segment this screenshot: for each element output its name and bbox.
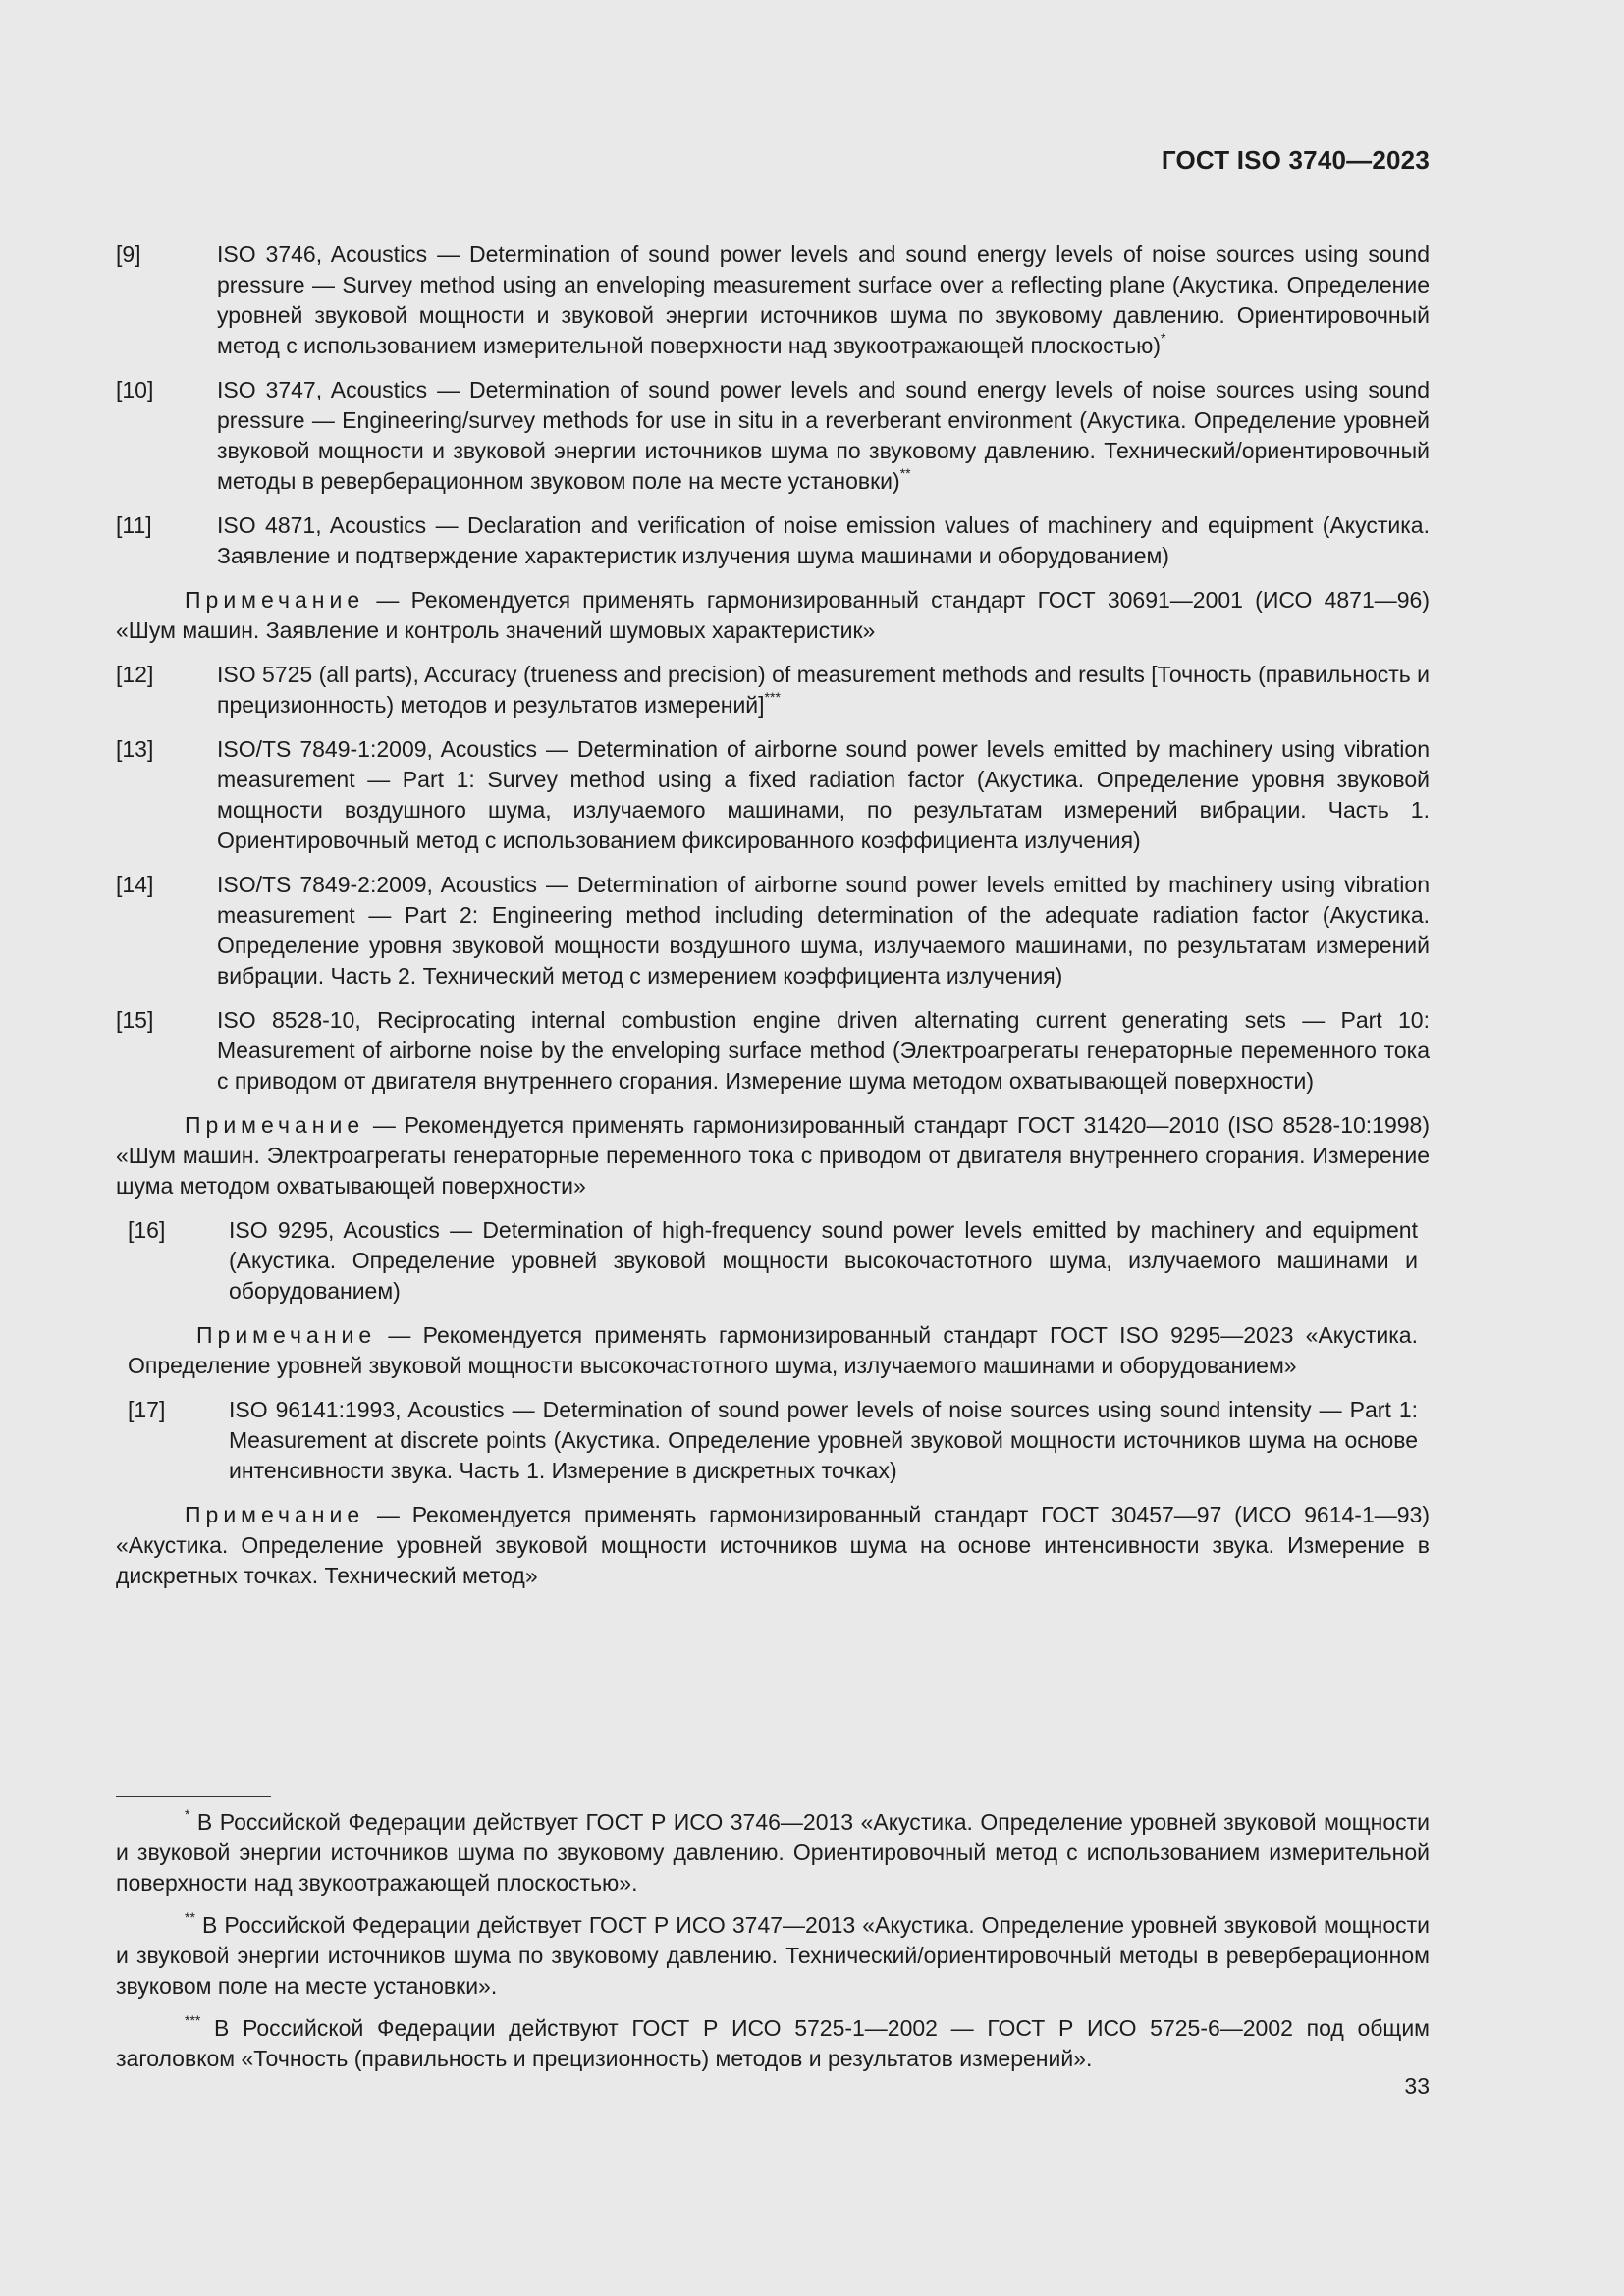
note-text: — Рекомендуется применять гармонизированный стандарт ГОСТ 30457—97 (ИСО 9614-1—93) «Акустика. Определение уровней звуковой мощности источников шума на основе интенсивности звука. Измерение в дискретных точках. Технический метод» [116,1502,1430,1588]
bibliography-list [116,240,1430,1605]
reference-number: [16] [128,1217,166,1243]
footnote-divider [116,1796,271,1797]
footnote-marker: *** [764,689,781,705]
reference-text: ISO 3747, Acoustics — Determination of sound power levels and sound energy levels of noise sources using sound pressure — Engineering/survey methods for use in situ in a reverberant environment (Акустика. Определение уровней звуковой мощности и звуковой энергии источников шума по звуковому давлению. Технический/ориентировочный методы в реверберационном звуковом поле на месте установки)** [217,377,1430,494]
note-label: Примечание [185,587,365,613]
note-text: — Рекомендуется применять гармонизированный стандарт ГОСТ ISO 9295—2023 «Акустика. Определение уровней звуковой мощности высокочастотного шума, излучаемого машинами и оборудованием» [128,1322,1418,1378]
reference-number: [15] [116,1007,154,1033]
reference-number: [17] [128,1397,166,1422]
reference-item [116,510,1430,571]
footnote-marker: * [1161,330,1166,346]
footnote-text: В Российской Федерации действуют ГОСТ Р ИСО 5725-1—2002 — ГОСТ Р ИСО 5725-6—2002 под общим заголовком «Точность (правильность и прецизионность) методов и результатов измерений». [116,2015,1430,2071]
note-label: Примечание [196,1322,377,1348]
reference-item [116,660,1430,721]
footnote-marker: *** [185,2012,201,2028]
footnote-text: В Российской Федерации действует ГОСТ Р ИСО 3746—2013 «Акустика. Определение уровней звуковой мощности и звуковой энергии источников шума по звуковому давлению. Ориентировочный метод с использованием измерительной поверхности над звукоотражающей плоскостью». [116,1809,1430,1896]
reference-item [116,240,1430,361]
reference-item [116,870,1430,991]
page-number: 33 [1404,2073,1430,2099]
document-header: ГОСТ ISO 3740—2023 [1161,145,1430,175]
note-label: Примечание [185,1502,365,1527]
footnote [116,1910,1430,2002]
note-text: — Рекомендуется применять гармонизированный стандарт ГОСТ 30691—2001 (ИСО 4871—96) «Шум машин. Заявление и контроль значений шумовых характеристик» [116,587,1430,643]
reference-text: ISO 4871, Acoustics — Declaration and verification of noise emission values of machinery and equipment (Акустика. Заявление и подтверждение характеристик излучения шума машинами и оборудованием) [217,512,1430,568]
reference-text: ISO/TS 7849-1:2009, Acoustics — Determination of airborne sound power levels emitted by machinery using vibration measurement — Part 1: Survey method using a fixed radiation factor (Акустика. Определение уровня звуковой мощности воздушного шума, излучаемого машинами, по результатам измерений вибрации. Часть 1. Ориентировочный метод с использованием фиксированного коэффициента излучения) [217,736,1430,853]
reference-number: [10] [116,377,154,402]
footnote-marker: * [185,1806,190,1822]
reference-number: [14] [116,872,154,897]
reference-text: ISO 5725 (all parts), Accuracy (trueness and precision) of measurement methods and results [Точность (правильность и прецизионность) методов и результатов измерений]*** [217,662,1430,718]
reference-item [128,1215,1418,1307]
reference-text: ISO 9295, Acoustics — Determination of high-frequency sound power levels emitted by machinery and equipment (Акустика. Определение уровней звуковой мощности высокочастотного шума, излучаемого машинами и оборудованием) [229,1217,1418,1304]
reference-number: [9] [116,241,141,267]
reference-number: [13] [116,736,154,762]
footnote-text: В Российской Федерации действует ГОСТ Р ИСО 3747—2013 «Акустика. Определение уровней звуковой мощности и звуковой энергии источников шума по звуковому давлению. Технический/ориентировочный методы в реверберационном звуковом поле на месте установки». [116,1912,1430,1999]
footnote-marker: ** [185,1909,195,1925]
footnote [116,1807,1430,1898]
note-label: Примечание [185,1112,365,1138]
reference-item [116,375,1430,497]
reference-text: ISO 3746, Acoustics — Determination of sound power levels and sound energy levels of noise sources using sound pressure — Survey method using an enveloping measurement surface over a reflecting plane (Акустика. Определение уровней звуковой мощности и звуковой энергии источников шума по звуковому давлению. Ориентировочный метод с использованием измерительной поверхности над звукоотражающей плоскостью)* [217,241,1430,358]
note [116,1500,1430,1591]
note [116,585,1430,646]
reference-text: ISO 96141:1993, Acoustics — Determination of sound power levels of noise sources using sound intensity — Part 1: Measurement at discrete points (Акустика. Определение уровней звуковой мощности источников шума на основе интенсивности звука. Часть 1. Измерение в дискретных точках) [229,1397,1418,1483]
reference-number: [11] [116,512,152,538]
reference-number: [12] [116,662,154,687]
note [128,1320,1418,1381]
note-text: — Рекомендуется применять гармонизированный стандарт ГОСТ 31420—2010 (ISO 8528-10:1998) «Шум машин. Электроагрегаты генераторные переменного тока с приводом от двигателя внутреннего сгорания. Измерение шума методом охватывающей поверхности» [116,1112,1430,1199]
reference-item [116,1005,1430,1096]
reference-text: ISO/TS 7849-2:2009, Acoustics — Determination of airborne sound power levels emitted by machinery using vibration measurement — Part 2: Engineering method including determination of the adequate radiation factor (Акустика. Определение уровня звуковой мощности воздушного шума, излучаемого машинами, по результатам измерений вибрации. Часть 2. Технический метод с измерением коэффициента излучения) [217,872,1430,988]
reference-item [128,1395,1418,1486]
footnote [116,2013,1430,2074]
note [116,1110,1430,1201]
reference-text: ISO 8528-10, Reciprocating internal combustion engine driven alternating current generating sets — Part 10: Measurement of airborne noise by the enveloping surface method (Электроагрегаты генераторные переменного тока с приводом от двигателя внутреннего сгорания. Измерение шума методом охватывающей поверхности) [217,1007,1430,1094]
footnotes [116,1807,1430,2086]
footnote-marker: ** [899,465,911,481]
reference-item [116,734,1430,856]
